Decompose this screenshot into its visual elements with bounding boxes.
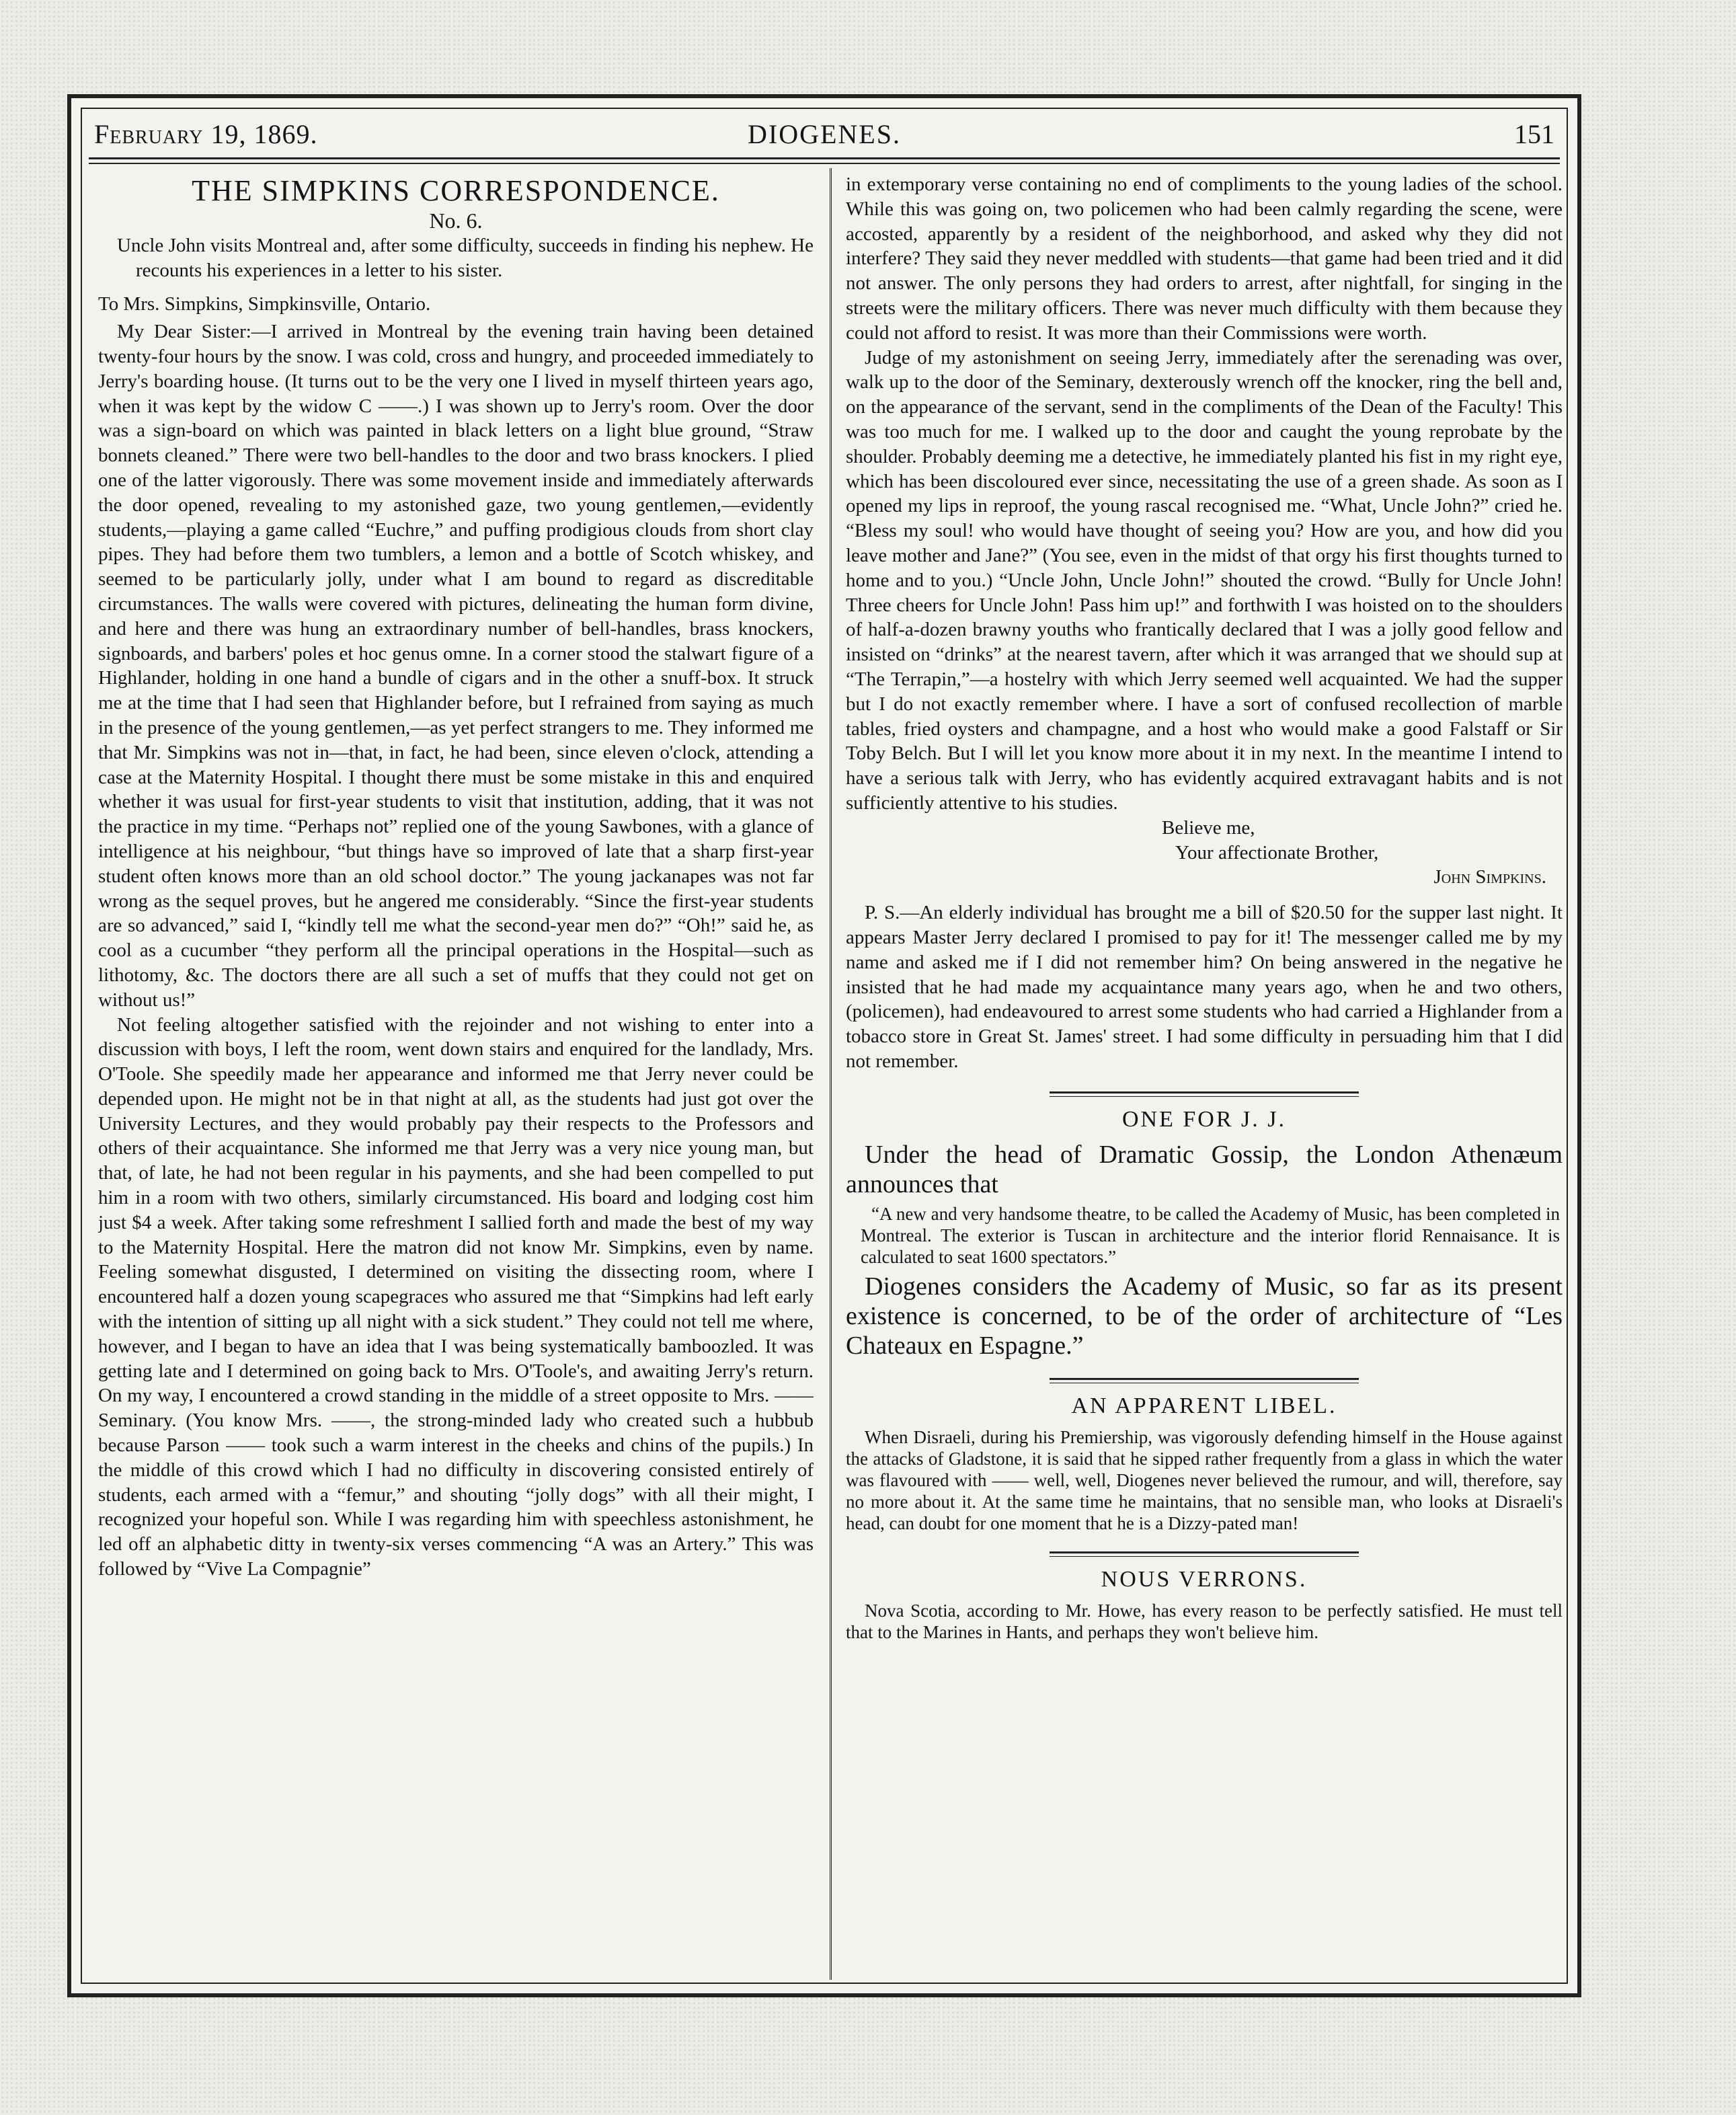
letter-number: No. 6.: [429, 208, 483, 233]
section-rule: [1050, 1551, 1359, 1557]
article-comment: Diogenes considers the Academy of Music, so far as its present existence is concerned, to be of the order of architecture of “Les Chateaux en Espagne.”: [846, 1272, 1563, 1360]
letter-paragraph-3: in extemporary verse containing no end of compliments to the young ladies of the school. While this was going on, two policemen who had been calmly regarding the scene, were accosted, apparently by a resident of the neighborhood, and asked why they did not interfere? They said they never meddled with students—that game had been tried and it did not answer. The only persons they had orders to arrest, after nightfall, for singing in the streets were the military officers. There was never much difficulty with them because they could not afford to resist. It was more than their Commissions were worth.: [846, 174, 1563, 344]
letter-paragraph-4: Judge of my astonishment on seeing Jerry, immediately after the serenading was over, walk up to the door of the Seminary, dexterously wrench off the knocker, ring the bell and, on the appearance of the servant, send in the compliments of the Dean of the Faculty! This was too much for me. I walked up to the door and caught the young reprobate by the shoulder. Probably deeming me a detective, he immediately planted his fist in my right eye, which has been discoloured ever since, necessitating the use of a green shade. As soon as I opened my lips in reproof, the young rascal recognised me. “What, Uncle John?” cried he. “Bless my soul! who would have thought of seeing you? How are you, and how did you leave mother and Jane?” (You see, even in the midst of that orgy his first thoughts turned to home and to you.) “Uncle John, Uncle John!” shouted the crowd. “Bully for Uncle John! Three cheers for Uncle John! Pass him up!” and forthwith I was hoisted on to the shoulders of half-a-dozen brawny youths who frantically declared that I was a jolly good fellow and insisted on “drinks” at the nearest tavern, after which it was arranged that we should sup at “The Terrapin,”—a hostelry with which Jerry seemed well acquainted. We had the supper but I do not exactly remember where. I have a sort of confused recollection of marble tables, fried oysters and champagne, and a host who would make a good Falstaff or Sir Toby Belch. But I will let you know more about it in my next. In the meantime I intend to have a serious talk with Jerry, who has evidently acquired extravagant habits and is not sufficiently attentive to his studies.: [846, 346, 1563, 814]
article-title-apparent-libel: AN APPARENT LIBEL.: [1071, 1393, 1337, 1418]
letter-postscript: P. S.—An elderly individual has brought me a bill of $20.50 for the supper last night. It appears Master Jerry declared I promised to pay for it! The messenger called me by my name and asked me if I did not remember him? On being answered in the negative he insisted that he had made my acquaintance many years ago, when he and two others, (policemen), had endeavoured to arrest some students who had carried a Highlander from a tobacco store in Great St. James' street. I had some difficulty in persuading him that I did not remember.: [846, 902, 1563, 1072]
page-border: [67, 94, 1581, 1997]
page-inner-border: [81, 108, 1568, 1984]
issue-date: February 19, 1869.: [94, 119, 318, 149]
article-body-nous-verrons: Nova Scotia, according to Mr. Howe, has every reason to be perfectly satisfied. He must tell that to the Marines in Hants, and perhaps they won't believe him.: [846, 1600, 1563, 1642]
athenaeum-quote: “A new and very handsome theatre, to be called the Academy of Music, has been completed in Montreal. The exterior is Tuscan in architecture and the interior florid Rennaisance. It is calculated to seat 1600 spectators.”: [861, 1203, 1560, 1267]
article-title-simpkins: THE SIMPKINS CORRESPONDENCE.: [192, 174, 720, 207]
letter-signature: John Simpkins.: [1433, 866, 1546, 888]
article-title-one-for-jj: ONE FOR J. J.: [1122, 1106, 1286, 1132]
article-intro: Under the head of Dramatic Gossip, the London Athenæum announces that: [846, 1140, 1563, 1198]
letter-closing-brother: Your affectionate Brother,: [1175, 841, 1379, 863]
newspaper-title: DIOGENES.: [748, 119, 901, 149]
left-column: [98, 172, 814, 1976]
masthead-rule: [89, 163, 1560, 164]
letter-addressee: To Mrs. Simpkins, Simpkinsville, Ontario.: [98, 293, 431, 315]
right-column: [846, 172, 1563, 1976]
page-number: 151: [1514, 119, 1554, 149]
article-title-nous-verrons: NOUS VERRONS.: [1101, 1566, 1308, 1592]
section-rule: [1050, 1091, 1359, 1097]
masthead: [89, 109, 1560, 159]
article-summary: Uncle John visits Montreal and, after some difficulty, succeeds in finding his nephew. He recounts his experiences in a letter to his sister.: [117, 234, 814, 281]
section-rule: [1050, 1378, 1359, 1383]
article-body-libel: When Disraeli, during his Premiership, was vigorously defending himself in the House against the attacks of Gladstone, it is said that he sipped rather frequently from a glass in which the water was flavoured with —— well, well, Diogenes never believed the rumour, and will, therefore, say no more about it. At the same time he maintains, that no sensible man, who looks at Disraeli's head, can doubt for one moment that he is a Dizzy-pated man!: [846, 1426, 1563, 1533]
letter-closing: Believe me,: [1162, 816, 1255, 839]
letter-paragraph-1: My Dear Sister:—I arrived in Montreal by the evening train having been detained twenty-four hours by the snow. I was cold, cross and hungry, and proceeded immediately to Jerry's boarding house. (It turns out to be the very one I lived in myself thirteen years ago, when it was kept by the widow C ——.) I was shown up to Jerry's room. Over the door was a sign-board on which was painted in black letters on a light blue ground, “Straw bonnets cleaned.” There were two bell-handles to the door and two brass knockers. I plied one of the latter vigorously. There was some movement inside and immediately afterwards the door opened, revealing to my astonished gaze, two young gentlemen,—evidently students,—playing a game called “Euchre,” and puffing prodigious clouds from short clay pipes. They had before them two tumblers, a lemon and a bottle of Scotch whiskey, and seemed to be particularly jolly, under what I am bound to regard as discreditable circumstances. The walls were covered with pictures, delineating the human form divine, and here and there was hung an extraordinary number of bell-handles, brass knockers, signboards, and barbers' poles et hoc genus omne. In a corner stood the stalwart figure of a Highlander, holding in one hand a bundle of cigars and in the other a snuff-box. It struck me at the time that I had seen that Highlander before, but I refrained from saying as much in the presence of the young gentlemen,—as yet perfect strangers to me. They informed me that Mr. Simpkins was not in—that, in fact, he had been, since eleven o'clock, attending a case at the Maternity Hospital. I thought there must be some mistake in this and enquired whether it was usual for first-year students to visit that institution, adding, that it was not the practice in my time. “Perhaps not” replied one of the young Sawbones, with a glance of intelligence at his neighbour, “but things have so improved of late that a sharp first-year student often knows more than an old school doctor.” The young jackanapes was not far wrong as the sequel proves, but he angered me considerably. “Since the first-year students are so advanced,” said I, “kindly tell me what the second-year men do?” “Oh!” said he, as cool as a cucumber “they perform all the principal operations in the Hospital—such as lithotomy, &c. The doctors there are all such a set of muffs that they could not get on without us!”: [98, 321, 814, 1011]
letter-paragraph-2: Not feeling altogether satisfied with the rejoinder and not wishing to enter into a discussion with boys, I left the room, went down stairs and enquired for the landlady, Mrs. O'Toole. She speedily made her appearance and informed me that Jerry never could be depended upon. He might not be in that night at all, as the students had just got over the University Lectures, and they would probably pay their respects to the Professors and others of their acquaintance. She informed me that Jerry was a very nice young man, but that, of late, he had not been regular in his payments, and she had been compelled to put him in a room with two others, similarly circumstanced. His board and lodging cost him just $4 a week. After taking some refreshment I sallied forth and made the best of my way to the Maternity Hospital. Here the matron did not know Mr. Simpkins, even by name. Feeling somewhat disgusted, I determined on visiting the dissecting room, where I encountered half a dozen young scapegraces who assured me that “Simpkins had left early with the intention of sitting up all night with a sick student.” They could not tell me where, however, and I began to have an idea that I was being systematically bamboozled. It was getting late and I determined on going back to Mrs. O'Toole's, and awaiting Jerry's return. On my way, I encountered a crowd standing in the middle of a street opposite to Mrs. —— Seminary. (You know Mrs. ——, the strong-minded lady who created such a hubbub because Parson —— took such a warm interest in the cheeks and chins of the pupils.) In the middle of this crowd which I had no difficulty in discovering consisted entirely of students, each armed with a “femur,” and shouting “jolly dogs” with all their might, I recognized your hopeful son. While I was regarding him with speechless astonishment, he led off an alphabetic ditty in twenty-six verses commencing “A was an Artery.” This was followed by “Vive La Compagnie”: [98, 1013, 814, 1580]
column-divider: [830, 168, 832, 1980]
